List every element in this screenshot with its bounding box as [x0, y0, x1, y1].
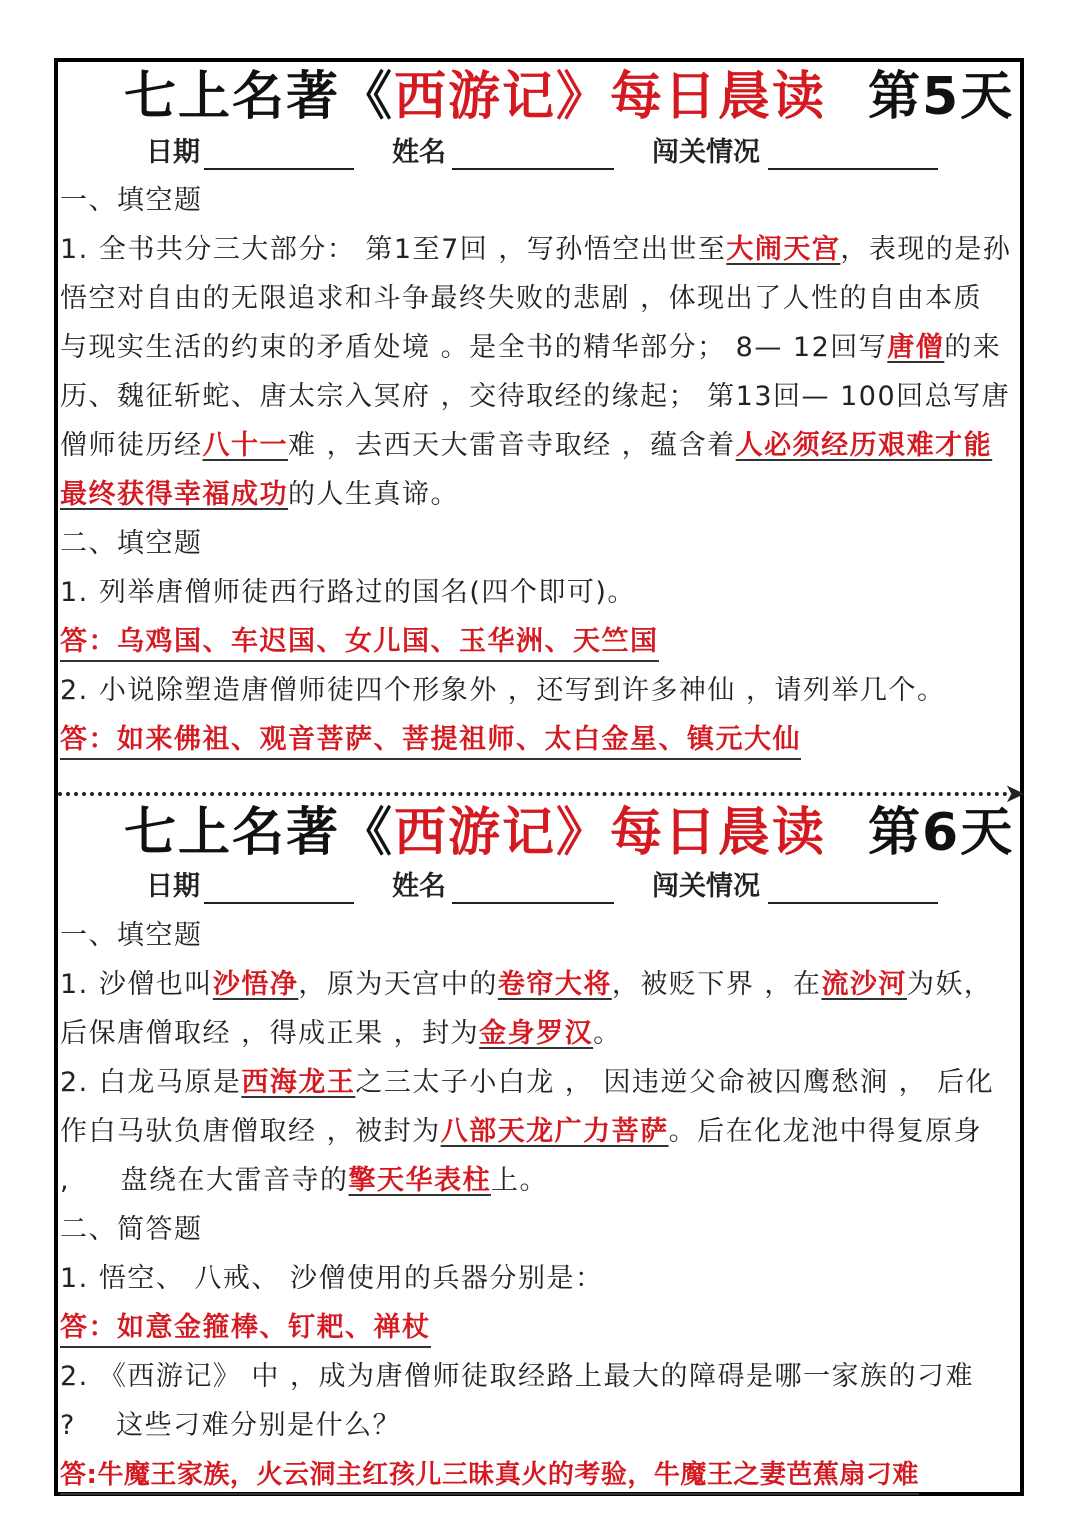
answer: 卷帘大将: [497, 969, 612, 1000]
day6-date-label: 日期: [146, 871, 200, 902]
answer: 擎天华表柱: [348, 1165, 491, 1196]
answer: 唐僧: [887, 332, 945, 363]
day6-q4-answer: 答:牛魔王家族，火云洞主红孩儿三昧真火的考验，牛魔王之妻芭蕉扇刁难: [60, 1458, 919, 1492]
answer: 八十一: [202, 430, 288, 461]
day5-q2-answer: 答：乌鸡国、车迟国、女儿国、玉华洲、天竺国: [60, 625, 659, 659]
day6-name-blank[interactable]: [452, 902, 614, 904]
answer: 流沙河: [821, 969, 907, 1000]
dotted-divider: [58, 792, 1008, 796]
day5-status-blank[interactable]: [768, 168, 938, 170]
day6-q2-line3: , 盘绕在大雷音寺的擎天华表柱上。: [60, 1165, 548, 1196]
day6-q2-line2: 作白马驮负唐僧取经 ，被封为八部天龙广力菩萨。后在化龙池中得复原身: [60, 1116, 983, 1147]
day5-section1-heading: 一、填空题: [60, 185, 203, 216]
day6-q2-line1: 2. 白龙马原是西海龙王之三太子小白龙 ， 因违逆父命被囚鹰愁涧 ， 后化: [60, 1067, 995, 1098]
day6-status-blank[interactable]: [768, 902, 938, 904]
day5-q3: 2. 小说除塑造唐僧师徒四个形象外 ，还写到许多神仙 ，请列举几个。: [60, 675, 946, 706]
answer: 西海龙王: [241, 1067, 356, 1098]
day5-date-blank[interactable]: [204, 168, 354, 170]
day5-q2: 1. 列举唐僧师徒西行路过的国名(四个即可)。: [60, 577, 636, 608]
answer: 最终获得幸福成功: [60, 479, 288, 510]
day6-section1-heading: 一、填空题: [60, 920, 203, 951]
day6-q3-answer: 答：如意金箍棒、钉耙、禅杖: [60, 1311, 431, 1345]
day5-date-label: 日期: [146, 137, 200, 168]
arrow-right-icon: ➤: [1004, 779, 1026, 809]
answer: 金身罗汉: [479, 1018, 594, 1049]
answer: 沙悟净: [212, 969, 299, 1000]
day5-q1-line4: 历、魏征斩蛇、唐太宗入冥府 ，交待取经的缘起； 第13回— 100回总写唐: [60, 381, 1011, 412]
day5-q1-line1: 1. 全书共分三大部分： 第1至7回 ，写孙悟空出世至大闹天宫，表现的是孙: [60, 234, 1012, 265]
day6-date-blank[interactable]: [204, 902, 354, 904]
answer: 人必须经历艰难才能: [735, 430, 993, 461]
day5-name-label: 姓名: [392, 137, 446, 168]
answer: 八部天龙广力菩萨: [440, 1116, 669, 1147]
day5-q1-line5: 僧师徒历经八十一难 ，去西天大雷音寺取经 ，蕴含着人必须经历艰难才能: [60, 430, 993, 461]
day5-q1-line2: 悟空对自由的无限追求和斗争最终失败的悲剧 ，体现出了人性的自由本质: [60, 283, 983, 314]
day5-name-blank[interactable]: [452, 168, 614, 170]
day6-q4-line1: 2. 《西游记》 中 ，成为唐僧师徒取经路上最大的障碍是哪一家族的刁难: [60, 1361, 975, 1392]
day6-q1-line2: 后保唐僧取经 ，得成正果 ，封为金身罗汉。: [60, 1018, 622, 1049]
day5-q1-line3: 与现实生活的约束的矛盾处境 。是全书的精华部分； 8— 12回写唐僧的来: [60, 332, 1002, 363]
day6-section2-heading: 二、简答题: [60, 1214, 203, 1245]
day6-q4-line2: ? 这些刁难分别是什么？: [60, 1410, 402, 1441]
answer: 大闹天宫: [726, 234, 841, 265]
day5-title: 七上名著《西游记》每日晨读 第5天: [124, 67, 1015, 127]
day6-name-label: 姓名: [392, 871, 446, 902]
day5-section2-heading: 二、填空题: [60, 528, 203, 559]
day6-title: 七上名著《西游记》每日晨读 第6天: [124, 803, 1015, 863]
day5-q3-answer: 答：如来佛祖、观音菩萨、菩提祖师、太白金星、镇元大仙: [60, 723, 801, 757]
day5-status-label: 闯关情况: [652, 137, 760, 168]
day6-q3: 1. 悟空、 八戒、 沙僧使用的兵器分别是：: [60, 1263, 604, 1294]
day5-q1-line6: 最终获得幸福成功的人生真谛。: [60, 479, 459, 510]
day6-status-label: 闯关情况: [652, 871, 760, 902]
day6-q1-line1: 1. 沙僧也叫沙悟净，原为天宫中的卷帘大将，被贬下界 ，在流沙河为妖，: [60, 969, 993, 1000]
